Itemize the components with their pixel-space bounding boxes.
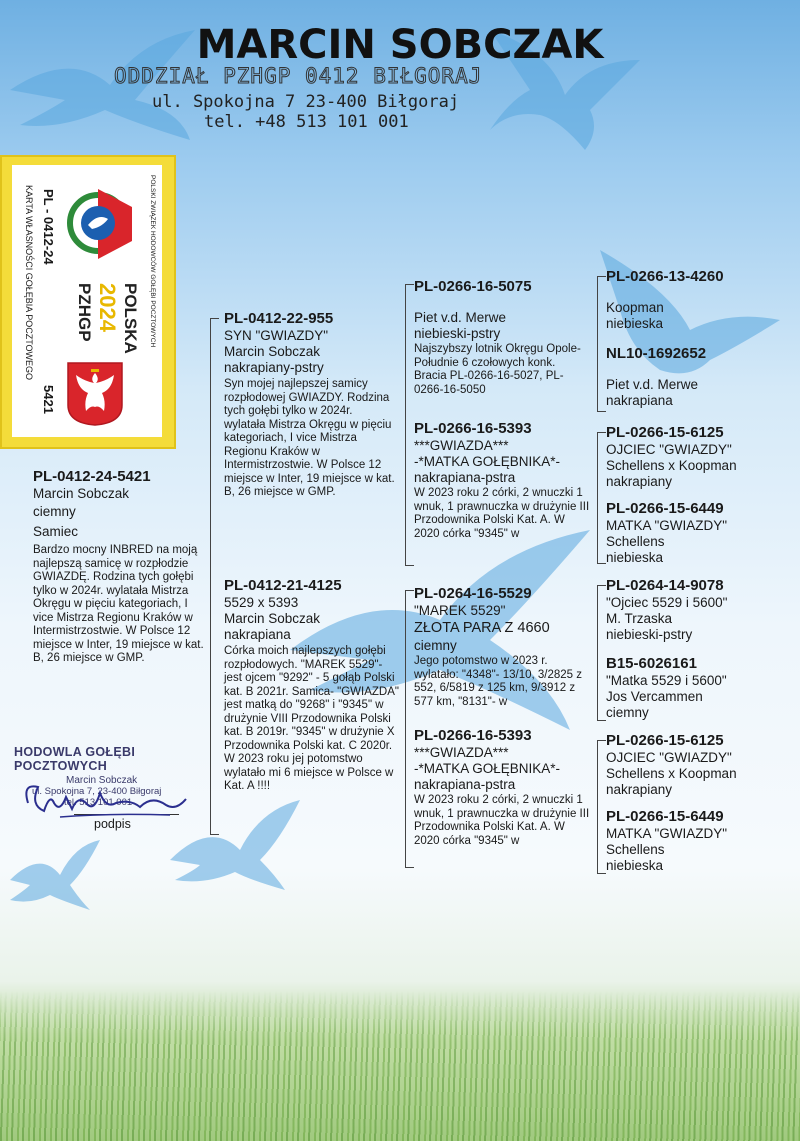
dove-silhouette-icon <box>10 840 100 910</box>
line2: Schellens <box>606 842 665 857</box>
line3: ciemny <box>606 705 649 720</box>
pedigree-bracket <box>597 740 606 874</box>
ring-number: PL-0266-16-5393 <box>414 420 532 437</box>
sex: Samiec <box>33 524 79 539</box>
line1: OJCIEC "GWIAZDY" <box>606 442 732 457</box>
card-country: POLSKA <box>121 283 140 354</box>
ring-number: B15-6026161 <box>606 655 697 672</box>
ring-number: NL10-1692652 <box>606 345 707 362</box>
ring-number: PL-0412-22-955 <box>224 310 334 327</box>
card-ring-number: 5421 <box>41 385 56 414</box>
name: ***GWIAZDA*** <box>414 745 509 760</box>
pedigree-bracket <box>597 585 606 721</box>
pigeon-great-grandparent <box>606 424 796 490</box>
line2: Schellens x Koopman <box>606 766 737 781</box>
color: niebieski-pstry <box>414 326 501 341</box>
line2: Schellens <box>606 534 665 549</box>
owner: Marcin Sobczak <box>33 486 130 501</box>
line1: MATKA "GWIAZDY" <box>606 518 728 533</box>
grass-background <box>0 991 800 1141</box>
signature-block <box>14 745 204 831</box>
line1: OJCIEC "GWIAZDY" <box>606 750 732 765</box>
ring-number: PL-0266-15-6125 <box>606 424 724 441</box>
stamp-address: ul. Spokojna 7, 23-400 Biłgoraj <box>32 786 162 797</box>
line3: niebieska <box>606 550 664 565</box>
pedigree-bracket <box>405 284 414 566</box>
pigeon-great-grandparent <box>606 732 796 798</box>
ring-number: PL-0264-16-5529 <box>414 585 532 602</box>
line1: "Ojciec 5529 i 5600" <box>606 595 728 610</box>
color: nakrapiana-pstra <box>414 470 516 485</box>
pedigree-bracket <box>210 318 219 835</box>
card-year: 2024 <box>95 283 120 332</box>
pigeon-sire <box>224 310 396 500</box>
color: nakrapiana-pstra <box>414 777 516 792</box>
color: nakrapiany-pstry <box>224 360 324 375</box>
ring-number: PL-0412-21-4125 <box>224 577 342 594</box>
owner: Marcin Sobczak <box>224 344 321 359</box>
name2: ZŁOTA PARA Z 4660 <box>414 620 550 636</box>
description: Bardzo mocny INBRED na moją najlepszą samicę w rozpłodzie GWIAZDĘ. Rodzina tych gołębi tylko w 2024r. wylatała Mistrza Okręgu w pięciu kategoriach, I vice Mistrza Regionu Kraków w Intermistrzostwie. W Polsce 12 miejsce w Inter, 19 miejsce w kat. B, 26 miejsce w GMP. <box>33 544 204 664</box>
card-caption: KARTA WŁASNOŚCI GOŁĘBIA POCZTOWEGO <box>24 185 34 381</box>
ring-number: PL-0412-24-5421 <box>33 468 151 485</box>
description: Najszybszy lotnik Okręgu Opole- Południe 6 czołowych konk. Bracia PL-0266-16-5027, PL-0266-16-5050 <box>414 343 581 396</box>
line3: nakrapiany <box>606 474 673 489</box>
line2: nakrapiana <box>606 393 673 408</box>
description: Syn mojej najlepszej samicy rozpłodowej GWIAZDY. Rodzina tych gołębi tylko w 2024r. wylatała Mistrza Okręgu w pięciu kategoriach, I vice Mistrza Regionu Kraków w Intermistrzostwie. W Polsce 12 miejsce w Inter, 19 miejsce w kat. B, 26 miejsce w GMP. <box>224 378 395 498</box>
pedigree-bracket <box>405 590 414 868</box>
name: ***GWIAZDA*** <box>414 438 509 453</box>
description: W 2023 roku 2 córki, 2 wnuczki 1 wnuk, 1 prawnuczka w drużynie III Przodownika Polski Kat. A. W 2020 córka "9345" w <box>414 487 590 540</box>
line3: niebieski-pstry <box>606 627 693 642</box>
stamp-phone: tel. 513 101 001 <box>64 797 133 808</box>
line2: M. Trzaska <box>606 611 673 626</box>
line2: Schellens x Koopman <box>606 458 737 473</box>
pigeon-great-grandparent <box>606 655 796 721</box>
card-ring-prefix: PL - 0412-24 <box>41 189 56 265</box>
polish-eagle-emblem-icon <box>66 361 124 427</box>
description: W 2023 roku 2 córki, 2 wnuczki 1 wnuk, 1 prawnuczka w drużynie III Przodownika Polski Kat. A. W 2020 córka "9345" w <box>414 794 590 847</box>
pigeon-great-grandparent <box>606 268 796 332</box>
ring-number: PL-0266-15-6449 <box>606 808 724 825</box>
color: ciemny <box>414 638 457 653</box>
line2: Jos Vercammen <box>606 689 703 704</box>
card-pzhgp: PZHGP <box>75 283 94 342</box>
line3: nakrapiany <box>606 782 673 797</box>
pzhgp-logo-icon <box>62 183 144 263</box>
ownership-card-body <box>12 165 162 437</box>
pigeon-great-grandparent <box>606 808 796 874</box>
line2: niebieska <box>606 316 664 331</box>
line3: niebieska <box>606 858 664 873</box>
breeder-address: ul. Spokojna 7 23-400 Biłgoraj <box>152 92 460 112</box>
color: ciemny <box>33 504 76 519</box>
name: SYN "GWIAZDY" <box>224 328 329 343</box>
breeder-name: MARCIN SOBCZAK <box>196 22 604 68</box>
pigeon-granddam-paternal <box>414 420 590 541</box>
line1: MATKA "GWIAZDY" <box>606 826 728 841</box>
pigeon-granddam-maternal <box>414 727 590 848</box>
name2: -*MATKA GOŁĘBNIKA*- <box>414 761 561 776</box>
ring-number: PL-0266-15-6449 <box>606 500 724 517</box>
ring-number: PL-0266-15-6125 <box>606 732 724 749</box>
owner: Marcin Sobczak <box>224 611 321 626</box>
description: Córka moich najlepszych gołębi rozpłodowych. "MAREK 5529"- jest ojcem "9292" - 5 gołąb Polski kat. B 2021r. Samica- "GWIAZDA" jest matką do "9268" i "9345" w drużynie VIII Przodownika Polski kat. B 2019r. "9345" w drużynie X Przodownika Polski kat. C 2020r. W 2023 roku jej potomstwo wylatało mi 6 miejsce w Polsce w Kat. A !!!! <box>224 645 399 792</box>
line1: "Matka 5529 i 5600" <box>606 673 727 688</box>
pigeon-great-grandparent <box>606 500 796 566</box>
description: Jego potomstwo w 2023 r. wylatało: "4348"- 13/10, 3/2825 z 552, 6/5819 z 125 km, 9/3912 z 577 km, "8131"- w <box>414 655 582 708</box>
line1: Koopman <box>606 300 664 315</box>
line1: Piet v.d. Merwe <box>606 377 699 392</box>
pigeon-grandsire-paternal <box>414 278 590 397</box>
branch-title: ODDZIAŁ PZHGP 0412 BIŁGORAJ <box>114 64 483 88</box>
pigeon-grandsire-maternal <box>414 585 590 709</box>
card-org: POLSKI ZWIĄZEK HODOWCÓW GOŁĘBI POCZTOWYCH <box>149 175 156 348</box>
pigeon-great-grandparent <box>606 345 796 409</box>
pedigree-bracket <box>597 432 606 564</box>
name2: -*MATKA GOŁĘBNIKA*- <box>414 454 561 469</box>
ownership-card <box>0 155 176 449</box>
ring-number: PL-0266-16-5075 <box>414 278 532 295</box>
breeder-phone: tel. +48 513 101 001 <box>204 112 409 132</box>
ring-number: PL-0266-16-5393 <box>414 727 532 744</box>
ring-number: PL-0266-13-4260 <box>606 268 724 285</box>
pigeon-dam <box>224 577 399 794</box>
stamp-title: HODOWLA GOŁĘBI POCZTOWYCH <box>14 745 136 773</box>
name: "MAREK 5529" <box>414 603 506 618</box>
handwritten-signature <box>20 773 190 823</box>
color: nakrapiana <box>224 627 291 642</box>
name: 5529 x 5393 <box>224 595 299 610</box>
stamp-name: Marcin Sobczak <box>66 775 138 786</box>
owner: Piet v.d. Merwe <box>414 310 507 325</box>
pedigree-bracket <box>597 276 606 412</box>
pigeon-great-grandparent <box>606 577 796 643</box>
ring-number: PL-0264-14-9078 <box>606 577 724 594</box>
signature-label: podpis <box>94 817 131 831</box>
pigeon-main <box>33 468 205 666</box>
